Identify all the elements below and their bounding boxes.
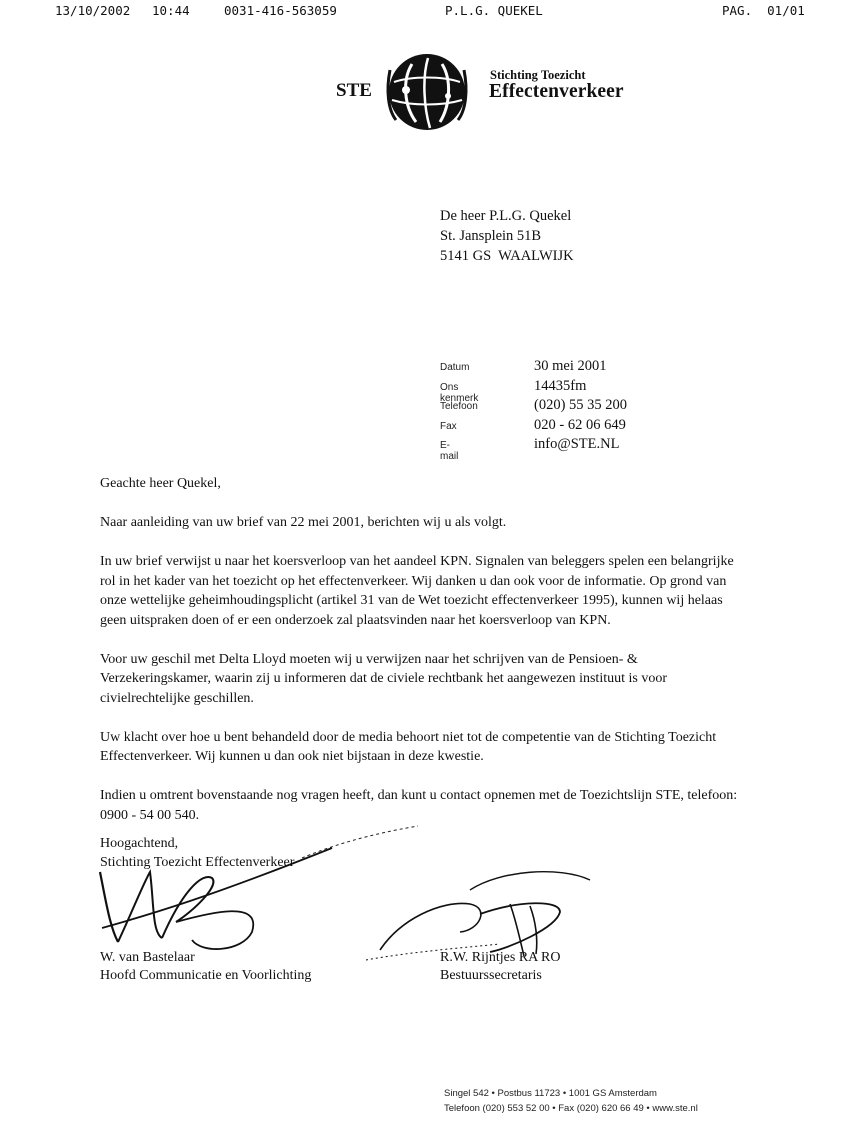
signer-title: Bestuurssecretaris	[440, 968, 542, 983]
paragraph: In uw brief verwijst u naar het koersverloop van het aandeel KPN. Signalen van beleggers spelen een belangrijke rol in het kader van het toezicht op het effectenverkeer. Wij danken u dan ook voor de informatie. Op grond van onze wettelijke geheimhoudingsplicht (artikel 31 van de Wet toezicht effectenverkeer 1995), kunnen wij helaas geen uitspraken doen of er een onderzoek zal plaatsvinden naar het koersverloop van KPN.	[100, 554, 734, 628]
fax-page-counter: PAG. 01/01	[722, 3, 805, 18]
address-line: 5141 GS WAALWIJK	[440, 248, 574, 264]
meta-label: Fax	[440, 420, 457, 432]
paragraph: Naar aanleiding van uw brief van 22 mei 2001, berichten wij u als volgt.	[100, 515, 507, 530]
signer-name: W. van Bastelaar	[100, 950, 195, 965]
fax-recipient-name: P.L.G. QUEKEL	[445, 3, 543, 18]
paragraph: Uw klacht over hoe u bent behandeld door de media behoort niet tot de competentie van de Stichting Toezicht Effectenverkeer. Wij kunnen u dan ook niet bijstaan in deze kwestie.	[100, 729, 717, 764]
fax-header	[0, 3, 859, 19]
signer-title: Hoofd Communicatie en Voorlichting	[100, 968, 312, 983]
signature-van-bastelaar	[92, 842, 352, 962]
address-line: De heer P.L.G. Quekel	[440, 208, 572, 224]
meta-value: info@STE.NL	[534, 436, 620, 452]
meta-value: (020) 55 35 200	[534, 397, 628, 413]
fax-date: 13/10/2002	[55, 3, 131, 18]
meta-value: 14435fm	[534, 377, 587, 394]
footer-contact: Telefoon (020) 553 52 00 • Fax (020) 620 66 49 • www.ste.nl	[444, 1103, 698, 1114]
meta-value: 020 - 62 06 649	[534, 416, 626, 433]
signer-2	[440, 949, 560, 985]
signer-1	[100, 949, 311, 985]
signer-name: R.W. Rijntjes RA RO	[440, 950, 561, 965]
address-line: St. Jansplein 51B	[440, 228, 542, 244]
logo-org-name-large: Effectenverkeer	[489, 81, 624, 102]
salutation: Geachte heer Quekel,	[100, 476, 221, 491]
fax-phone-number: 0031-416-563059	[224, 3, 337, 18]
letterhead-footer	[444, 1086, 698, 1116]
closing-organization: Stichting Toezicht Effectenverkeer	[100, 855, 295, 870]
meta-value: 30 mei 2001	[534, 358, 607, 374]
meta-label: Ons kenmerk	[440, 381, 479, 404]
meta-label: Telefoon	[440, 401, 478, 412]
meta-label: Datum	[440, 362, 470, 373]
fax-time: 10:44	[152, 3, 190, 18]
meta-label: E-mail	[440, 440, 459, 462]
letter-body	[100, 474, 740, 845]
paragraph: Indien u omtrent bovenstaande nog vragen heeft, dan kunt u contact opnemen met de Toezichtslijn STE, telefoon: 0900 - 54 00 540.	[100, 788, 738, 823]
closing-greeting: Hoogachtend,	[100, 836, 179, 851]
footer-address: Singel 542 • Postbus 11723 • 1001 GS Amsterdam	[444, 1088, 657, 1099]
recipient-address	[440, 206, 574, 266]
logo-abbreviation: STE	[336, 80, 372, 101]
logo-org-name-small: Stichting Toezicht	[490, 68, 586, 82]
paragraph: Voor uw geschil met Delta Lloyd moeten wij u verwijzen naar het schrijven van de Pensioen- & Verzekeringskamer, waarin zij u informeren dat de civiele rechtbank het aangewezen instituut is voor civielrechtelijke geschillen.	[100, 651, 667, 706]
globe-logo-icon	[382, 50, 472, 134]
letterhead-logo	[330, 48, 650, 134]
